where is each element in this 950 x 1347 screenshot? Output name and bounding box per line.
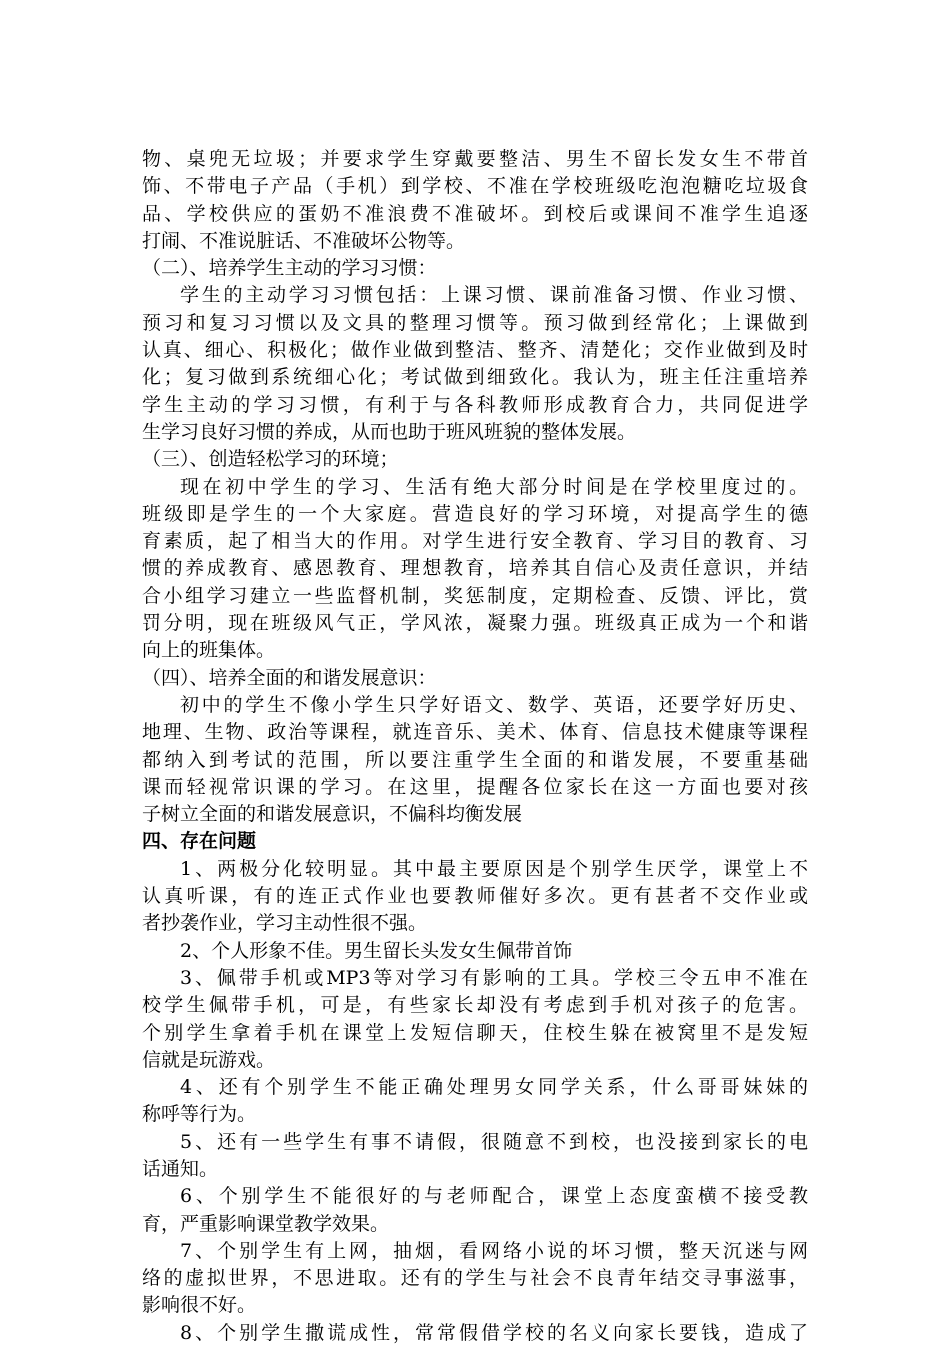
- text-line: 罚分明，现在班级风气正，学风浓，凝聚力强。班级真正成为一个和谐: [142, 612, 808, 635]
- text-line: 8、个别学生撒谎成性，常常假借学校的名义向家长要钱，造成了: [180, 1321, 808, 1344]
- text-line: 惯的养成教育、感恩教育、理想教育，培养其自信心及责任意识，并结: [142, 557, 808, 580]
- text-line: 育，严重影响课堂教学效果。: [142, 1212, 390, 1235]
- text-line: 学生的主动学习习惯包括：上课习惯、课前准备习惯、作业习惯、: [180, 284, 808, 307]
- text-line: 话通知。: [142, 1157, 219, 1180]
- subsection-heading: （三）、创造轻松学习的环境；: [142, 448, 399, 471]
- text-line: 个别学生拿着手机在课堂上发短信聊天，住校生躲在被窝里不是发短: [142, 1021, 808, 1044]
- text-line: 校学生佩带手机，可是，有些家长却没有考虑到手机对孩子的危害。: [142, 994, 808, 1017]
- text-line: 合小组学习建立一些监督机制，奖惩制度，定期检查、反馈、评比，赏: [142, 584, 808, 607]
- text-line: 3、佩带手机或MP3等对学习有影响的工具。学校三令五申不准在: [180, 966, 808, 989]
- text-line: 2、个人形象不佳。男生留长头发女生佩带首饰: [180, 939, 573, 962]
- text-line: 预习和复习习惯以及文具的整理习惯等。预习做到经常化；上课做到: [142, 311, 808, 334]
- text-line: 课而轻视常识课的学习。在这里，提醒各位家长在这一方面也要对孩: [142, 775, 808, 798]
- text-line: 称呼等行为。: [142, 1103, 257, 1126]
- text-line: 5、还有一些学生有事不请假，很随意不到校，也没接到家长的电: [180, 1130, 808, 1153]
- section-heading: 四、存在问题: [142, 830, 257, 853]
- text-line: 向上的班集体。: [142, 639, 276, 662]
- text-line: 络的虚拟世界，不思进取。还有的学生与社会不良青年结交寻事滋事，: [142, 1267, 808, 1290]
- text-line: 化；复习做到系统细心化；考试做到细致化。我认为，班主任注重培养: [142, 366, 808, 389]
- text-line: 都纳入到考试的范围，所以要注重学生全面的和谐发展，不要重基础: [142, 748, 808, 771]
- document-page: [142, 146, 808, 1347]
- text-line: 育素质，起了相当大的作用。对学生进行安全教育、学习目的教育、习: [142, 530, 808, 553]
- text-line: 地理、生物、政治等课程，就连音乐、美术、体育、信息技术健康等课程: [142, 721, 808, 744]
- text-line: 4、还有个别学生不能正确处理男女同学关系，什么哥哥妹妹的: [180, 1076, 808, 1099]
- text-line: 子树立全面的和谐发展意识，不偏科均衡发展: [142, 803, 523, 826]
- text-line: 打闹、不准说脏话、不准破坏公物等。: [142, 229, 466, 252]
- text-line: 班级即是学生的一个大家庭。营造良好的学习环境，对提高学生的德: [142, 502, 808, 525]
- text-line: 品、学校供应的蛋奶不准浪费不准破坏。到校后或课间不准学生追逐: [142, 202, 808, 225]
- text-line: 者抄袭作业，学习主动性很不强。: [142, 912, 428, 935]
- text-line: 生学习良好习惯的养成，从而也助于班风班貌的整体发展。: [142, 420, 637, 443]
- text-line: 饰、不带电子产品（手机）到学校、不准在学校班级吃泡泡糖吃垃圾食: [142, 175, 808, 198]
- text-line: 初中的学生不像小学生只学好语文、数学、英语，还要学好历史、: [180, 693, 808, 716]
- text-line: 影响很不好。: [142, 1294, 257, 1317]
- text-line: 物、桌兜无垃圾；并要求学生穿戴要整洁、男生不留长发女生不带首: [142, 148, 808, 170]
- text-line: 6、个别学生不能很好的与老师配合，课堂上态度蛮横不接受教: [180, 1185, 808, 1208]
- text-line: 信就是玩游戏。: [142, 1048, 276, 1071]
- subsection-heading: （四）、培养全面的和谐发展意识：: [142, 666, 437, 689]
- subsection-heading: （二）、培养学生主动的学习习惯：: [142, 257, 437, 280]
- text-line: 认真听课，有的连正式作业也要教师催好多次。更有甚者不交作业或: [142, 885, 808, 908]
- text-line: 学生主动的学习习惯，有利于与各科教师形成教育合力，共同促进学: [142, 393, 808, 416]
- text-line: 7、个别学生有上网，抽烟，看网络小说的坏习惯，整天沉迷与网: [180, 1239, 808, 1262]
- text-line: 1、两极分化较明显。其中最主要原因是个别学生厌学，课堂上不: [180, 857, 808, 880]
- text-line: 现在初中学生的学习、生活有绝大部分时间是在学校里度过的。: [180, 475, 808, 498]
- text-line: 认真、细心、积极化；做作业做到整洁、整齐、清楚化；交作业做到及时: [142, 339, 808, 362]
